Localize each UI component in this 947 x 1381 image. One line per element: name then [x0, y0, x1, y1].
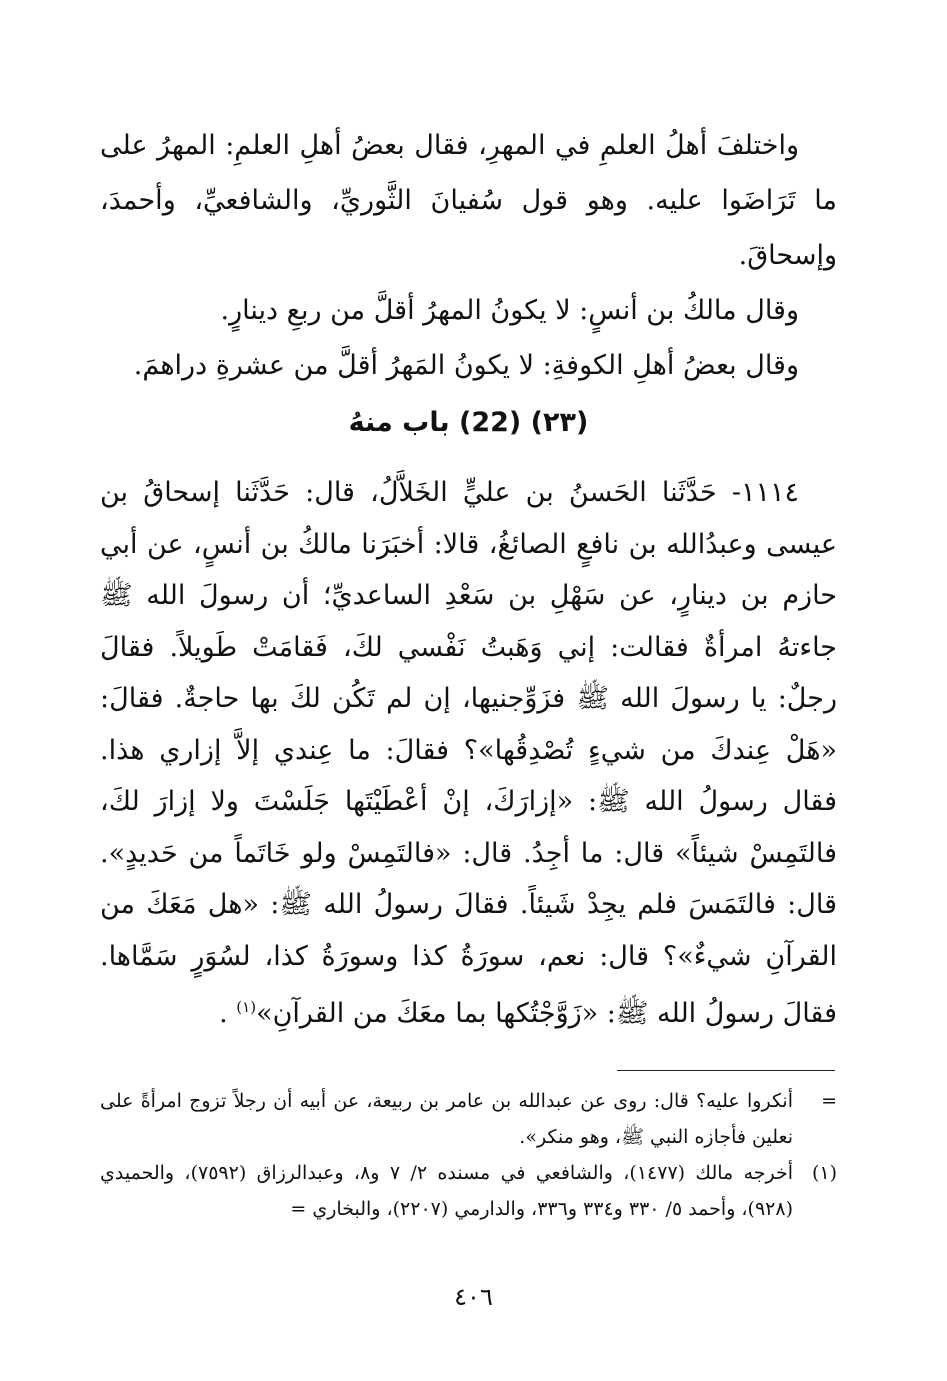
paragraph-malik-opinion: وقال مالكُ بن أنسٍ: لا يكونُ المهرُ أقلَّ من ربعِ دينارٍ.	[220, 295, 799, 326]
page-body	[100, 118, 837, 1040]
paragraph-dowry-opinions: واختلفَ أهلُ العلمِ في المهرِ، فقال بعضُ أهلِ العلمِ: المهرُ على ما تَرَاضَوا عليه. وهو قول سُفيانَ الثَّوريِّ، والشافعيِّ، وأحمدَ، وإسحاقَ.	[100, 130, 837, 271]
footnote-text: أنكروا عليه؟ قال: روى عن عبدالله بن عامر بن ربيعة، عن أبيه أن رجلاً تزوج امرأةً على نعلين فأجازه النبي ﷺ، وهو منكر».	[100, 1090, 793, 1148]
footnote-text: أخرجه مالك (١٤٧٧)، والشافعي في مسنده ٢/ ٧ و٨، وعبدالرزاق (٧٥٩٢)، والحميدي (٩٢٨)، وأحمد ٥/ ٣٣٠ و٣٣٤ و٣٣٦، والدارمي (٢٢٠٧)، والبخاري =	[100, 1162, 794, 1220]
chapter-heading: (٢٣) (22) باب منهُ	[348, 407, 589, 438]
hadith-paragraph	[100, 467, 837, 1040]
footnote-separator	[617, 1070, 835, 1071]
hadith-end-mark: .	[219, 998, 228, 1029]
footnote-marker: (١)	[811, 1162, 837, 1184]
footnote-1	[100, 1155, 837, 1227]
paragraph-kufa-opinion: وقال بعضُ أهلِ الكوفةِ: لا يكونُ المَهرُ أقلَّ من عشرةِ دراهمَ.	[133, 350, 799, 381]
page-number: ٤٠٦	[454, 1283, 493, 1311]
footnotes	[100, 1083, 837, 1227]
footnote-marker: =	[821, 1090, 837, 1112]
hadith-text: ١١١٤- حَدَّثَنا الحَسنُ بن عليٍّ الخَلاَّلُ، قال: حَدَّثَنا إسحاقُ بن عيسى وعبدُالله بن نافعٍ الصائغُ، قالا: أخبَرَنا مالكُ بن أنسٍ، عن أبي حازم بن دينارٍ، عن سَهْلِ بن سَعْدِ الساعديِّ؛ أن رسولَ الله ﷺ جاءتهُ امرأةٌ فقالت: إني وَهَبتُ نَفْسي لكَ، فَقامَتْ طَويلاً. فقالَ رجلٌ: يا رسولَ الله ﷺ فزَوِّجنيها، إن لم تَكُن لكَ بها حاجةٌ. فقالَ: «هَلْ عِندكَ من شيءٍ تُصْدِقُها»؟ فقالَ: ما عِندي إلاَّ إزاري هذا. فقال رسولُ الله ﷺ: «إزارَكَ، إنْ أعْطَيْتَها جَلَسْتَ ولا إزارَ لكَ، فالتَمِسْ شيئاً» قال: ما أجِدُ. قال: «فالتَمِسْ ولو خَاتَماً من حَديدٍ». قال: فالتَمَسَ فلم يجِدْ شَيئاً. فقالَ رسولُ الله ﷺ: «هل مَعَكَ من القرآنِ شيءٌ»؟ قال: نعم، سورَةُ كذا وسورَةُ كذا، لسُوَرٍ سَمَّاها. فقالَ رسولُ الله ﷺ: «زَوَّجْتُكها بما معَكَ من القرآنِ»	[100, 477, 837, 1029]
footnote-continuation	[100, 1083, 837, 1155]
footnote-reference: (١)	[236, 998, 257, 1016]
